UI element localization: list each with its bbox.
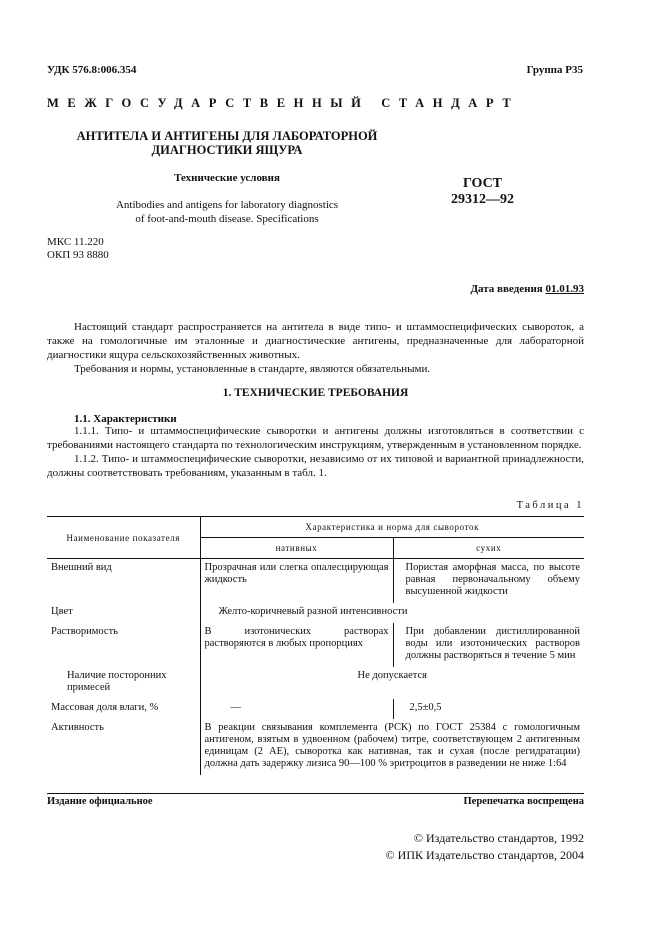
table-row — [47, 667, 584, 699]
paragraph-scope: Настоящий стандарт распространяется на антитела в виде типо- и штаммоспецифических сывороток, а также на гомологичные им эталонные и диагностические антигены, предназначенные для лабораторной диагностики ящура сельскохозяйственных животных. — [47, 321, 584, 361]
table-1 — [47, 516, 584, 775]
mks-code: МКС 11.220 — [47, 236, 104, 248]
row-dry-solubility: При добавлении дистиллированной воды или изотонических растворов должны растворяться в течение 5 мин — [393, 623, 584, 667]
table-row — [47, 603, 584, 623]
reprint-prohibited: Перепечатка воспрещена — [463, 796, 584, 807]
intro-paragraphs — [47, 320, 584, 376]
standard-banner: МЕЖГОСУДАРСТВЕННЫЙ СТАНДАРТ — [47, 96, 520, 110]
document-subtitle: Технические условия — [174, 172, 280, 184]
copyright-block — [386, 830, 584, 864]
gost-label: ГОСТ — [462, 176, 503, 191]
row-native-solubility: В изотонических растворах растворяются в любых пропорциях — [200, 623, 393, 667]
document-title — [47, 129, 407, 157]
row-name-moisture: Массовая доля влаги, % — [51, 702, 159, 713]
okp-code: ОКП 93 8880 — [47, 249, 109, 261]
row-name-activity: Активность — [51, 722, 104, 733]
table-row — [47, 699, 584, 719]
english-title-line-2: of foot-and-mouth disease. Specifications — [135, 213, 319, 225]
header-indicator-name: Наименование показателя — [47, 517, 200, 559]
row-dry-appearance: Пористая аморфная масса, по высоте равная первоначальному объему высушенной жидкости — [393, 559, 584, 604]
official-edition: Издание официальное — [47, 796, 153, 807]
paragraph-mandatory: Требования и нормы, установленные в стандарте, являются обязательными. — [74, 363, 431, 375]
footer-divider — [47, 793, 584, 794]
group-code: Группа Р35 — [526, 64, 583, 76]
row-native-appearance: Прозрачная или слегка опалесцирующая жидкость — [200, 559, 393, 604]
title-line-2: ДИАГНОСТИКИ ЯЩУРА — [151, 143, 303, 157]
introduction-date-value: 01.01.93 — [545, 283, 584, 295]
header-characteristics: Характеристика и норма для сывороток — [200, 517, 584, 538]
row-both-activity: В реакции связывания комплемента (РСК) по ГОСТ 25384 с гомологичным антигеном, взятым в удвоенном (рабочем) титре, соответствующем 2 антигенным единицам (2 АЕ), сыворотка как нативная, так и сухая (после регидратации) должна дать задержку лизиса 90—100 % эритроцитов в разведении не ниже 1:64 — [200, 719, 584, 775]
paragraph-1-1-2: 1.1.2. Типо- и штаммоспецифические сыворотки, независимо от их типовой и вариантной принадлежности, должны соответствовать требованиям, указанным в табл. 1. — [47, 453, 584, 479]
udk-code: УДК 576.8:006.354 — [47, 64, 137, 76]
gost-designation — [420, 176, 545, 208]
requirements-paragraphs — [47, 424, 584, 480]
row-both-impurities: Не допускается — [200, 667, 584, 699]
header-native: нативных — [200, 538, 393, 559]
paragraph-1-1-1: 1.1.1. Типо- и штаммоспецифические сыворотки и антигены должны изготовляться в соответствии с требованиями настоящего стандарта по технологическим инструкциям, утвержденным в установленном порядке. — [47, 425, 584, 451]
row-name-appearance: Внешний вид — [51, 562, 112, 573]
table-row — [47, 719, 584, 775]
introduction-date-label: Дата введения — [470, 283, 543, 295]
introduction-date — [470, 283, 584, 295]
row-name-impurities: Наличие посторонних примесей — [67, 670, 167, 693]
english-title-line-1: Antibodies and antigens for laboratory diagnostics — [115, 199, 339, 211]
header-dry: сухих — [393, 538, 584, 559]
copyright-2004: © ИПК Издательство стандартов, 2004 — [385, 848, 584, 862]
row-name-color: Цвет — [51, 606, 73, 617]
table-row — [47, 559, 584, 604]
copyright-1992: © Издательство стандартов, 1992 — [413, 831, 584, 845]
row-native-moisture: — — [200, 699, 393, 719]
english-title — [47, 198, 407, 226]
classification-codes — [47, 236, 109, 262]
row-name-solubility: Растворимость — [51, 626, 118, 637]
row-both-color: Желто-коричневый разной интенсивности — [200, 603, 584, 623]
subsection-heading: 1.1. Характеристики — [74, 413, 177, 425]
table-row — [47, 623, 584, 667]
gost-number: 29312—92 — [451, 192, 514, 207]
row-dry-moisture: 2,5±0,5 — [393, 699, 584, 719]
title-line-1: АНТИТЕЛА И АНТИГЕНЫ ДЛЯ ЛАБОРАТОРНОЙ — [76, 129, 378, 143]
table-caption: Таблица 1 — [516, 500, 584, 511]
section-heading: 1. ТЕХНИЧЕСКИЕ ТРЕБОВАНИЯ — [222, 387, 409, 399]
